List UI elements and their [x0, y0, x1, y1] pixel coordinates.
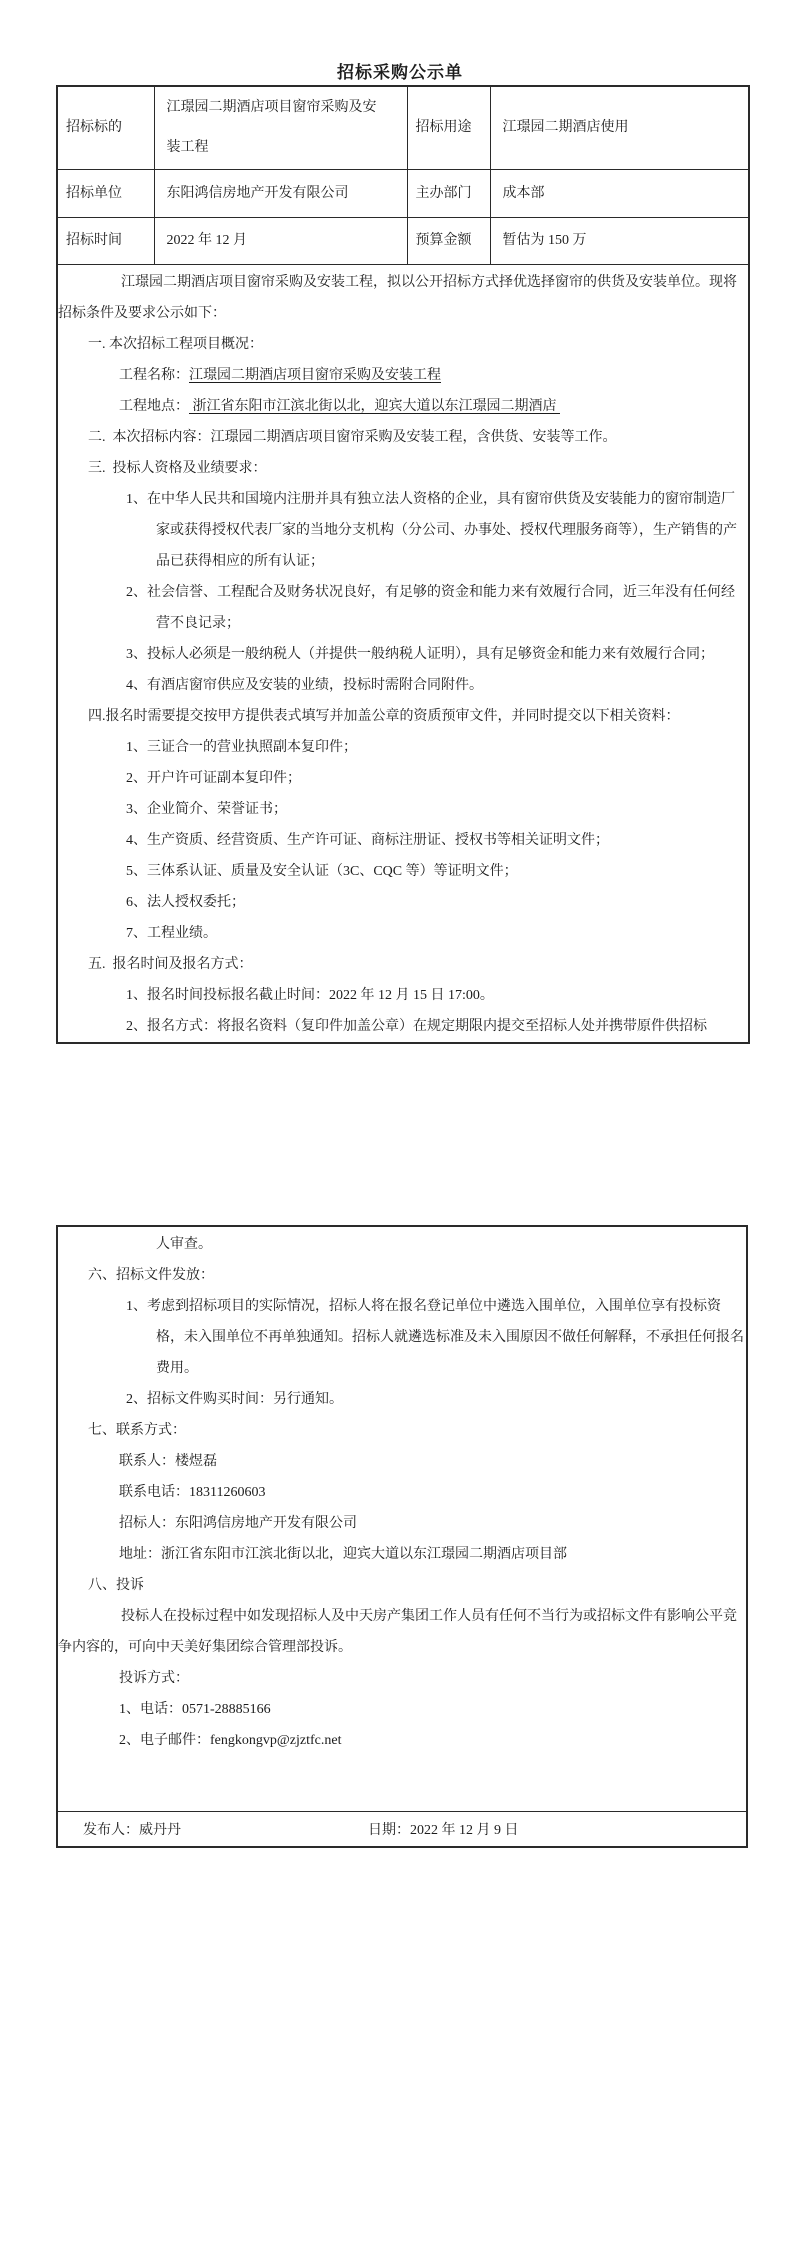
section-7-heading: 七、联系方式：	[88, 1423, 186, 1438]
list-item: 1、三证合一的营业执照副本复印件；	[126, 740, 357, 755]
list-item: 1、电话：0571-28885166	[119, 1702, 271, 1717]
bid-subject-value: 江璟园二期酒店项目窗帘采购及安装工程	[154, 86, 407, 170]
bid-time-value: 2022 年 12 月	[154, 218, 407, 265]
list-item: 2、社会信誉、工程配合及财务状况良好，有足够的资金和能力来有效履行合同，近三年没有任何经营不良记录；	[126, 585, 735, 631]
budget-value: 暂估为 150 万	[490, 218, 749, 265]
bid-purpose-label: 招标用途	[407, 86, 490, 170]
list-item: 1、在中华人民共和国境内注册并具有独立法人资格的企业，具有窗帘供货及安装能力的窗帘制造厂家或获得授权代表厂家的当地分支机构（分公司、办事处、授权代理服务商等），生产销售的产品已获得相应的所有认证；	[126, 492, 737, 569]
section-1-heading: 一. 本次招标工程项目概况：	[88, 337, 263, 352]
list-item: 2、开户许可证副本复印件；	[126, 771, 301, 786]
address-line: 地址：浙江省东阳市江滨北街以北，迎宾大道以东江璟园二期酒店项目部	[119, 1547, 567, 1562]
table-row	[57, 86, 749, 170]
section-2-heading: 二. 本次招标内容：江璟园二期酒店项目窗帘采购及安装工程，含供货、安装等工作。	[88, 430, 617, 445]
intro-paragraph: 江璟园二期酒店项目窗帘采购及安装工程，拟以公开招标方式择优选择窗帘的供货及安装单位。现将招标条件及要求公示如下：	[58, 275, 737, 321]
notice-body-page2	[57, 1226, 747, 1812]
bid-subject-label: 招标标的	[57, 86, 154, 170]
list-item: 7、工程业绩。	[126, 926, 217, 941]
tenderee-line: 招标人：东阳鸿信房地产开发有限公司	[119, 1516, 357, 1531]
info-table	[56, 85, 750, 1044]
bid-unit-label: 招标单位	[57, 170, 154, 218]
notice-body-page1	[57, 265, 749, 1044]
table-row	[57, 218, 749, 265]
list-item: 1、报名时间投标报名截止时间：2022 年 12 月 15 日 17:00。	[126, 988, 494, 1003]
bid-unit-value: 东阳鸿信房地产开发有限公司	[154, 170, 407, 218]
section-5-heading: 五. 报名时间及报名方式：	[88, 957, 253, 972]
contact-phone-line: 联系电话：18311260603	[119, 1485, 266, 1500]
complaint-paragraph: 投标人在投标过程中如发现招标人及中天房产集团工作人员有任何不当行为或招标文件有影响公平竞争内容的，可向中天美好集团综合管理部投诉。	[58, 1609, 737, 1655]
list-item: 4、有酒店窗帘供应及安装的业绩，投标时需附合同附件。	[126, 678, 483, 693]
host-dept-label: 主办部门	[407, 170, 490, 218]
project-site-label: 工程地点：	[119, 399, 189, 414]
list-item: 2、报名方式：将报名资料（复印件加盖公章）在规定期限内提交至招标人处并携带原件供招标	[126, 1019, 707, 1034]
project-name-value: 江璟园二期酒店项目窗帘采购及安装工程	[189, 368, 441, 383]
project-site-line	[119, 391, 746, 422]
continuation-line: 人审查。	[156, 1237, 212, 1252]
table-row	[57, 170, 749, 218]
list-item: 3、投标人必须是一般纳税人（并提供一般纳税人证明），具有足够资金和能力来有效履行合同；	[126, 647, 714, 662]
list-item: 5、三体系认证、质量及安全认证（3C、CQC 等）等证明文件；	[126, 864, 518, 879]
section-6-heading: 六、招标文件发放：	[88, 1268, 214, 1283]
complaint-method-line: 投诉方式：	[119, 1671, 189, 1686]
publish-date: 日期：2022 年 12 月 9 日	[368, 1823, 519, 1838]
notice-table-page2	[56, 1225, 748, 1848]
list-item: 6、法人授权委托；	[126, 895, 245, 910]
contact-person-line: 联系人：楼煜磊	[119, 1454, 217, 1469]
project-name-label: 工程名称：	[119, 368, 189, 383]
publisher-line: 发布人：威丹丹	[83, 1823, 181, 1838]
publisher-footer	[57, 1812, 747, 1848]
host-dept-value: 成本部	[490, 170, 749, 218]
list-item: 3、企业简介、荣誉证书；	[126, 802, 287, 817]
budget-label: 预算金额	[407, 218, 490, 265]
list-item: 2、电子邮件：fengkongvp@zjztfc.net	[119, 1733, 342, 1748]
bid-purpose-value: 江璟园二期酒店使用	[490, 86, 749, 170]
list-item: 4、生产资质、经营资质、生产许可证、商标注册证、授权书等相关证明文件；	[126, 833, 609, 848]
section-3-heading: 三. 投标人资格及业绩要求：	[88, 461, 267, 476]
list-item: 2、招标文件购买时间：另行通知。	[126, 1392, 343, 1407]
section-4-heading: 四.报名时需要提交按甲方提供表式填写并加盖公章的资质预审文件，并同时提交以下相关资料：	[88, 709, 680, 724]
project-site-value: 浙江省东阳市江滨北街以北，迎宾大道以东江璟园二期酒店	[189, 399, 560, 414]
section-8-heading: 八、投诉	[88, 1578, 144, 1593]
bid-time-label: 招标时间	[57, 218, 154, 265]
footer-row	[57, 1812, 747, 1848]
page-title: 招标采购公示单	[337, 63, 463, 82]
list-item: 1、考虑到招标项目的实际情况，招标人将在报名登记单位中遴选入围单位，入围单位享有投标资格，未入围单位不再单独通知。招标人就遴选标准及未入围原因不做任何解释，不承担任何报名费用。	[126, 1299, 744, 1376]
project-name-line	[119, 360, 746, 391]
